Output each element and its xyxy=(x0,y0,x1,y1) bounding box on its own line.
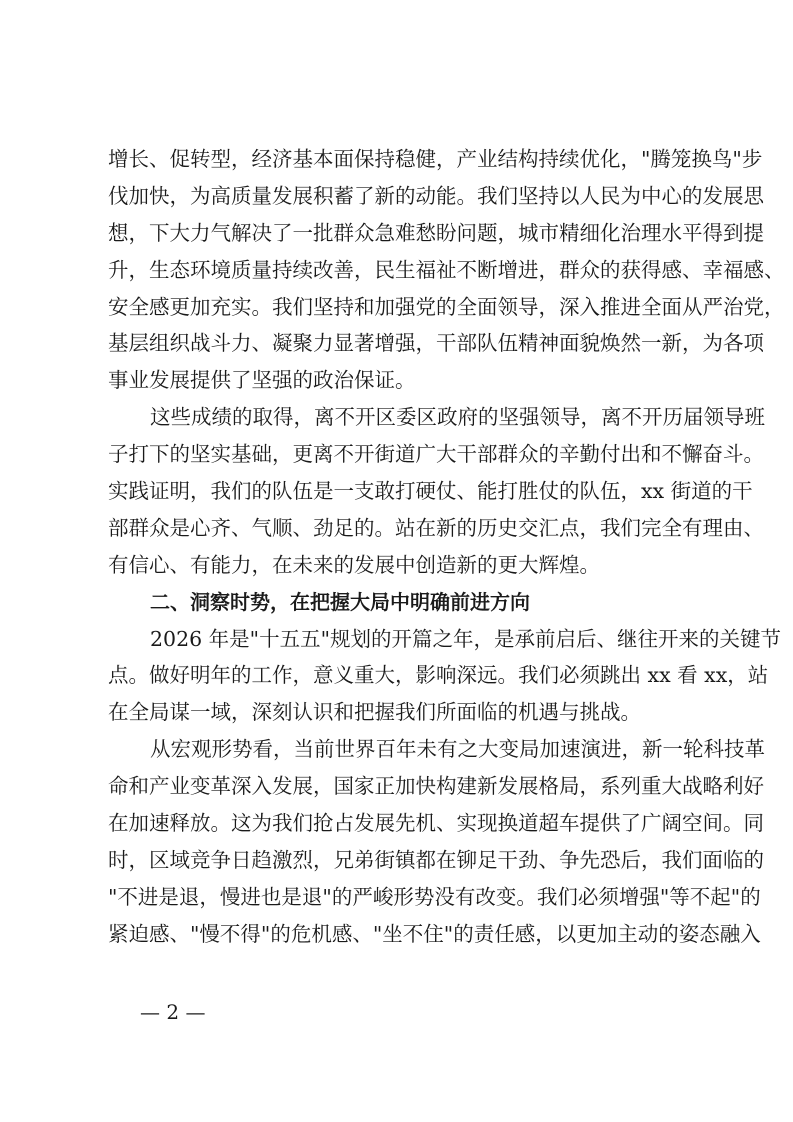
paragraph xyxy=(108,621,782,732)
text-line: 紧迫感、"慢不得"的危机感、"坐不住"的责任感，以更加主动的姿态融入 xyxy=(108,921,761,946)
text-line: 想，下大力气解决了一批群众急难愁盼问题，城市精细化治理水平得到提 xyxy=(108,220,764,245)
paragraph xyxy=(108,731,765,952)
text-line: 二、洞察时势，在把握大局中明确前进方向 xyxy=(150,589,530,614)
section-heading xyxy=(108,584,686,621)
text-line: 增长、促转型，经济基本面保持稳健，产业结构持续优化，"腾笼换鸟"步 xyxy=(108,147,763,171)
paragraph xyxy=(108,399,765,583)
text-line: 事业发展提供了坚强的政治保证。 xyxy=(108,368,416,393)
text-line: 伐加快，为高质量发展积蓄了新的动能。我们坚持以人民为中心的发展思 xyxy=(108,183,764,208)
text-line: 点。做好明年的工作，意义重大，影响深远。我们必须跳出 xx 看 xx，站 xyxy=(108,663,769,688)
text-line: 这些成绩的取得，离不开区委区政府的坚强领导，离不开历届领导班 xyxy=(150,405,765,430)
text-line: 部群众是心齐、气顺、劲足的。站在新的历史交汇点，我们完全有理由、 xyxy=(108,515,764,540)
text-line: 子打下的坚实基础，更离不开街道广大干部群众的辛勤付出和不懈奋斗。 xyxy=(108,442,764,467)
document-body xyxy=(108,141,785,953)
text-line: 时，区域竞争日趋激烈，兄弟街镇都在铆足干劲、争先恐后，我们面临的 xyxy=(108,847,764,872)
text-line: 有信心、有能力，在未来的发展中创造新的更大辉煌。 xyxy=(108,552,600,577)
text-line: 实践证明，我们的队伍是一支敢打硬仗、能打胜仗的队伍，xx 街道的干 xyxy=(108,479,753,504)
text-line: 命和产业变革深入发展，国家正加快构建新发展格局，系列重大战略利好 xyxy=(108,774,764,799)
text-line: 在加速释放。这为我们抢占发展先机、实现换道超车提供了广阔空间。同 xyxy=(108,811,764,836)
text-line: 基层组织战斗力、凝聚力显著增强，干部队伍精神面貌焕然一新，为各项 xyxy=(108,331,764,356)
text-line: 从宏观形势看，当前世界百年未有之大变局加速演进，新一轮科技革 xyxy=(150,737,765,762)
text-line: 2026 年是"十五五"规划的开篇之年，是承前启后、继往开来的关键节 xyxy=(150,626,782,651)
text-line: 在全局谋一域，深刻认识和把握我们所面临的机遇与挑战。 xyxy=(108,700,641,725)
text-line: 升，生态环境质量持续改善，民生福祉不断增进，群众的获得感、幸福感、 xyxy=(108,257,785,282)
paragraph xyxy=(108,141,785,399)
text-line: 安全感更加充实。我们坚持和加强党的全面领导，深入推进全面从严治党， xyxy=(108,294,785,319)
page-number: — 2 — xyxy=(140,1000,206,1024)
text-line: "不进是退，慢进也是退"的严峻形势没有改变。我们必须增强"等不起"的 xyxy=(108,884,761,909)
